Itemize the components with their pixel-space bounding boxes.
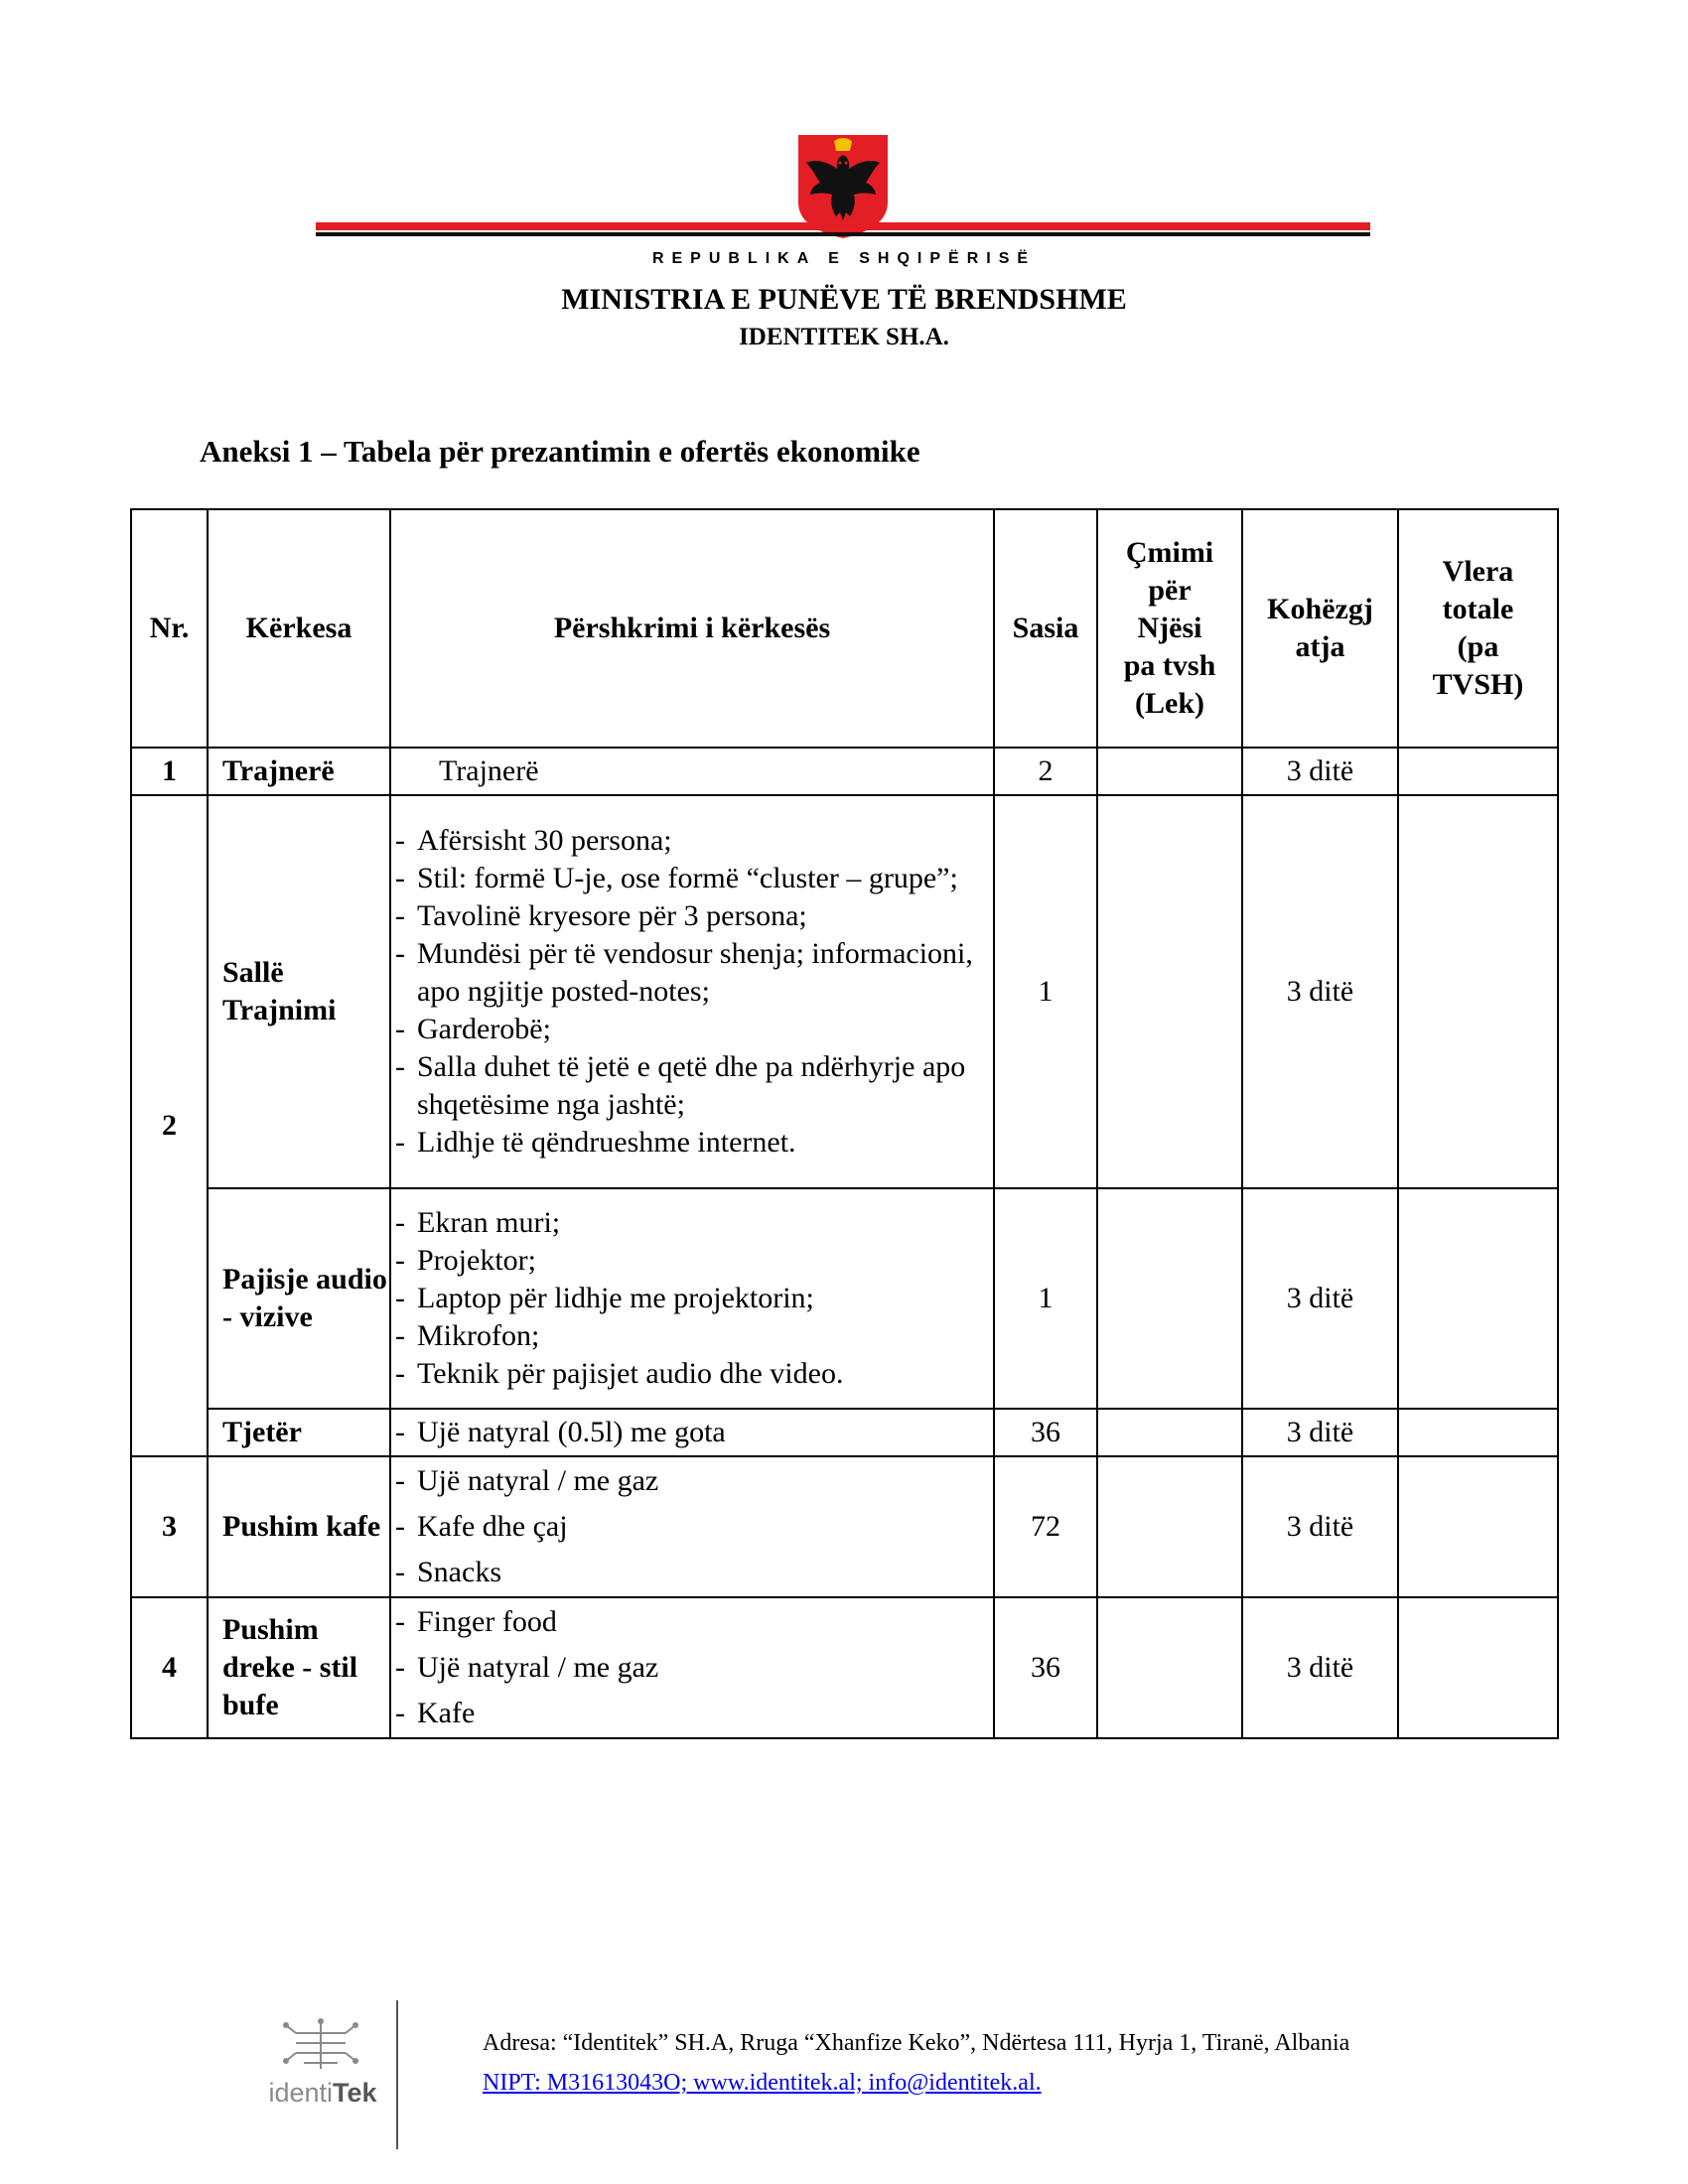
request-cell: Tjetër (208, 1409, 390, 1456)
annex-title: Aneksi 1 – Tabela për prezantimin e ofertës ekonomike (200, 434, 920, 469)
quantity-cell: 2 (994, 748, 1097, 795)
unit-price-cell (1097, 1188, 1242, 1409)
quantity-cell: 1 (994, 1188, 1097, 1409)
description-cell (390, 1456, 994, 1597)
header-kohezgjatja-line: Kohëzgj (1267, 593, 1373, 625)
header-vlera-line: totale (1442, 593, 1514, 625)
duration-cell: 3 ditë (1242, 1188, 1398, 1409)
total-value-cell (1398, 1409, 1558, 1456)
duration-cell: 3 ditë (1242, 1597, 1398, 1738)
request-cell: Trajnerë (208, 748, 390, 795)
header-vlera-line: TVSH) (1432, 668, 1524, 701)
description-item: - Mundësi për të vendosur shenja; informacioni, apo ngjitje posted-notes; (395, 935, 985, 1011)
unit-price-cell (1097, 748, 1242, 795)
table-row (131, 795, 1558, 1188)
description-item: - Mikrofon; (395, 1317, 985, 1355)
footer-address: Adresa: “Identitek” SH.A, Rruga “Xhanfize Keko”, Ndërtesa 111, Hyrja 1, Tiranë, Albania (483, 2030, 1350, 2056)
row-number: 1 (131, 748, 208, 795)
header-black-rule (316, 232, 1370, 236)
company-title: IDENTITEK SH.A. (739, 324, 949, 350)
description-item: - Afërsisht 30 persona; (395, 822, 985, 860)
description-cell: Trajnerë (390, 748, 994, 795)
header-cmimi-line: për (1148, 574, 1192, 607)
description-list (391, 1458, 993, 1595)
description-item: - Kafe (395, 1691, 985, 1736)
duration-cell: 3 ditë (1242, 795, 1398, 1188)
header-vlera (1398, 509, 1558, 748)
description-cell (390, 795, 994, 1188)
header-vlera-line: Vlera (1442, 555, 1514, 588)
offer-table (130, 508, 1559, 1739)
total-value-cell (1398, 1597, 1558, 1738)
total-value-cell (1398, 748, 1558, 795)
description-item: - Teknik për pajisjet audio dhe video. (395, 1355, 985, 1393)
description-cell (390, 1409, 994, 1456)
header-nr: Nr. (131, 509, 208, 748)
total-value-cell (1398, 1456, 1558, 1597)
description-item: - Ekran muri; (395, 1204, 985, 1242)
header-cmimi (1097, 509, 1242, 748)
description-item: - Lidhje të qëndrueshme internet. (395, 1124, 985, 1161)
table-row (131, 1456, 1558, 1597)
table-row (131, 1409, 1558, 1456)
description-item: - Garderobë; (395, 1011, 985, 1048)
description-item: - Stil: formë U-je, ose formë “cluster – grupe”; (395, 860, 985, 897)
description-item: - Tavolinë kryesore për 3 persona; (395, 897, 985, 935)
logo-text-part: identi (268, 2078, 333, 2108)
request-cell: Pushim kafe (208, 1456, 390, 1597)
quantity-cell: 36 (994, 1597, 1097, 1738)
header-kohezgjatja (1242, 509, 1398, 748)
duration-cell: 3 ditë (1242, 748, 1398, 795)
quantity-cell: 1 (994, 795, 1097, 1188)
header-vlera-line: (pa (1457, 630, 1499, 663)
footer-contact-link[interactable]: NIPT: M31613043O; www.identitek.al; info@identitek.al. (483, 2070, 1042, 2096)
unit-price-cell (1097, 1409, 1242, 1456)
description-list (391, 822, 993, 1161)
header-cmimi-line: Çmimi (1125, 536, 1214, 569)
description-item: - Projektor; (395, 1242, 985, 1280)
quantity-cell: 72 (994, 1456, 1097, 1597)
description-cell (390, 1597, 994, 1738)
duration-cell: 3 ditë (1242, 1409, 1398, 1456)
row-number: 2 (131, 795, 208, 1456)
total-value-cell (1398, 1188, 1558, 1409)
header-kerkesa: Kërkesa (208, 509, 390, 748)
unit-price-cell (1097, 795, 1242, 1188)
table-row (131, 748, 1558, 795)
quantity-cell: 36 (994, 1409, 1097, 1456)
table-row (131, 1597, 1558, 1738)
ministry-title: MINISTRIA E PUNËVE TË BRENDSHME (561, 283, 1127, 316)
table-row (131, 1188, 1558, 1409)
identitek-logo-icon (266, 2015, 375, 2075)
header-kohezgjatja-line: atja (1295, 630, 1345, 663)
table-header-row (131, 509, 1558, 748)
description-item: - Finger food (395, 1599, 985, 1645)
header-cmimi-line: pa tvsh (1123, 649, 1216, 682)
header-pershkrimi: Përshkrimi i kërkesës (390, 509, 994, 748)
request-cell: Sallë Trajnimi (208, 795, 390, 1188)
description-item: - Salla duhet të jetë e qetë dhe pa ndërhyrje apo shqetësime nga jashtë; (395, 1048, 985, 1124)
description-item: - Ujë natyral / me gaz (395, 1645, 985, 1691)
description-list (391, 1599, 993, 1736)
request-cell: Pajisje audio - vizive (208, 1188, 390, 1409)
republic-label: REPUBLIKA E SHQIPËRISË (651, 250, 1037, 267)
description-list (391, 1414, 993, 1451)
description-item: - Laptop për lidhje me projektorin; (395, 1280, 985, 1317)
description-list (391, 1204, 993, 1393)
description-item: - Ujë natyral (0.5l) me gota (395, 1414, 985, 1451)
header-cmimi-line: Njësi (1137, 612, 1202, 644)
row-number: 4 (131, 1597, 208, 1738)
description-item: - Snacks (395, 1550, 985, 1595)
header-sasia: Sasia (994, 509, 1097, 748)
footer-divider (396, 2000, 398, 2149)
header-cmimi-line: (Lek) (1135, 687, 1204, 720)
description-item: - Ujë natyral / me gaz (395, 1458, 985, 1504)
header-red-rule (316, 222, 1370, 230)
logo-text-part: Tek (333, 2078, 377, 2108)
description-cell (390, 1188, 994, 1409)
description-item: - Kafe dhe çaj (395, 1504, 985, 1550)
request-cell: Pushim dreke - stil bufe (208, 1597, 390, 1738)
total-value-cell (1398, 795, 1558, 1188)
unit-price-cell (1097, 1456, 1242, 1597)
duration-cell: 3 ditë (1242, 1456, 1398, 1597)
row-number: 3 (131, 1456, 208, 1597)
identitek-logo-text (268, 2078, 377, 2109)
unit-price-cell (1097, 1597, 1242, 1738)
